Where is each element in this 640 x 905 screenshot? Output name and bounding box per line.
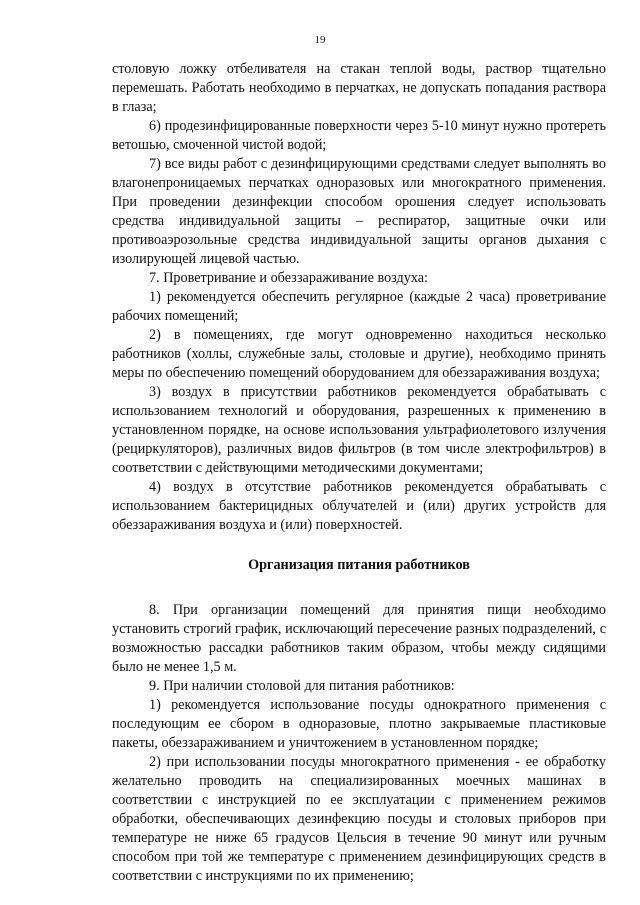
section-heading: Организация питания работников (248, 557, 470, 573)
paragraph-7-item-1: 1) рекомендуется обеспечить регулярное (каждые 2 часа) проветривание рабочих помещений; (112, 289, 606, 324)
paragraph-continuation: столовую ложку отбеливателя на стакан теплой воды, раствор тщательно перемешать. Работать необходимо в перчатках, не допускать попадания раствора в глаза; (112, 61, 606, 115)
paragraph-section-8: 8. При организации помещений для принятия пищи необходимо установить строгий график, исключающий пересечение разных подразделений, с возможностью рассадки работников таким образом, чтобы между сидящими было не менее 1,5 м. (112, 602, 606, 675)
document-body (112, 60, 606, 886)
paragraph-9-item-1: 1) рекомендуется использование посуды однократного применения с последующим ее сбором в одноразовые, плотно закрываемые пластиковые пакеты, обеззараживанием и уничтожением в установленном порядке; (112, 697, 606, 751)
page-number: 19 (314, 34, 326, 46)
paragraph-item-7: 7) все виды работ с дезинфицирующими средствами следует выполнять во влагонепроницаемых перчатках одноразовых или многократного применения. При проведении дезинфекции способом орошения следует использовать средства индивидуальной защиты – респиратор, защитные очки или противоаэрозольные средства индивидуальной защиты органов дыхания с изолирующей лицевой частью. (112, 156, 606, 267)
paragraph-7-item-3: 3) воздух в присутствии работников рекомендуется обрабатывать с использованием технологий и оборудования, разрешенных к применению в установленном порядке, на основе использования ультрафиолетового излучения (рециркуляторов), различных видов фильтров (в том числе электрофильтров) в соответствии с действующими методическими документами; (112, 384, 606, 476)
paragraph-section-7: 7. Проветривание и обеззараживание воздуха: (149, 270, 428, 286)
paragraph-item-6: 6) продезинфицированные поверхности через 5-10 минут нужно протереть ветошью, смоченной чистой водой; (112, 118, 606, 153)
paragraph-section-9: 9. При наличии столовой для питания работников: (149, 678, 455, 694)
paragraph-7-item-2: 2) в помещениях, где могут одновременно находиться несколько работников (холлы, служебные залы, столовые и другие), необходимо принять меры по обеспечению помещений оборудованием для обеззараживания воздуха; (112, 327, 606, 381)
paragraph-7-item-4: 4) воздух в отсутствие работников рекомендуется обрабатывать с использованием бактерицидных облучателей и (или) других устройств для обеззараживания воздуха и (или) поверхностей. (112, 479, 606, 533)
paragraph-9-item-2: 2) при использовании посуды многократного применения - ее обработку желательно проводить на специализированных моечных машинах в соответствии с инструкцией по ее эксплуатации с применением режимов обработки, обеспечивающих дезинфекцию посуды и столовых приборов при температуре не ниже 65 градусов Цельсия в течение 90 минут или ручным способом при той же температуре с применением дезинфицирующих средств в соответствии с инструкциями по их применению; (112, 754, 606, 884)
